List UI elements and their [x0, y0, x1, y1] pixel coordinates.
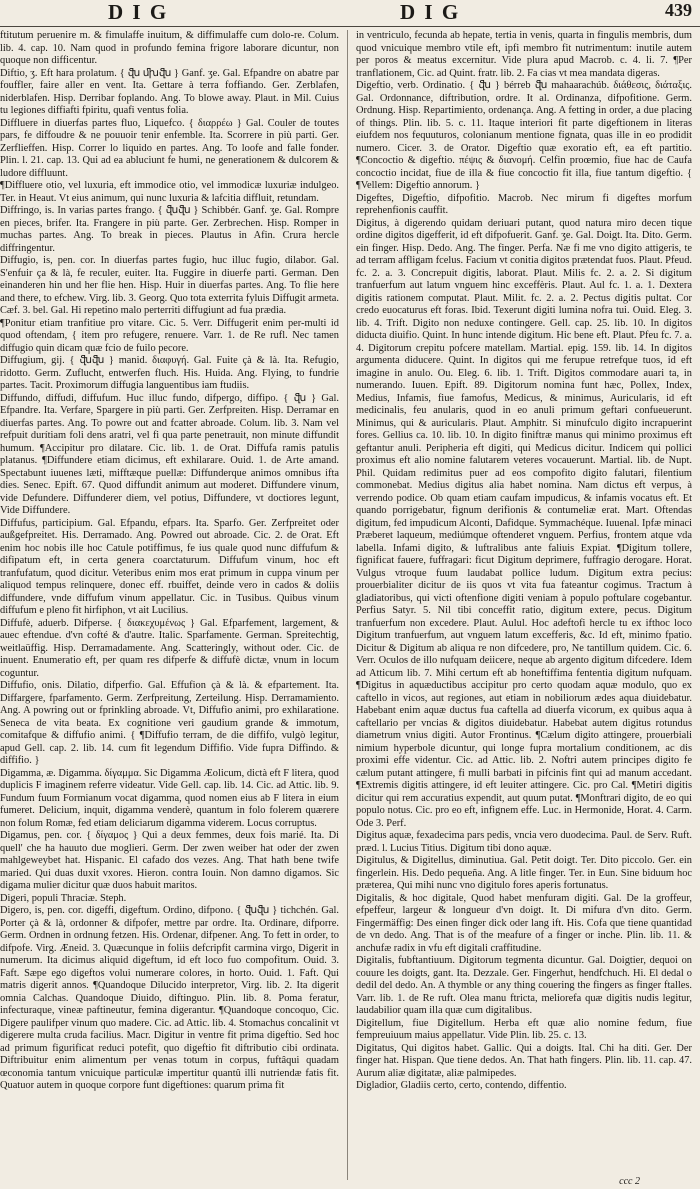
dictionary-entry: ¶Diffluere otio, vel luxuria, eft immodice otio, vel immodicæ luxuriæ indulgeo. Ter. in Heaut. Vt eius animum, qui nunc luxuria & lafcitia diffluit, retundam.: [0, 180, 339, 204]
dictionary-entry: Digeftes, Digeftio, difpofitio. Macrob. Nec mirum fi digeftes morfum reprehenfionis cauffit.: [356, 192, 692, 216]
dictionary-entry: Digitellum, fiue Digitellum. Herba eft quæ alio nomine fedum, fiue fempreuiuum maius appellatur. Vide Plin. lib. 25. c. 13.: [356, 1017, 692, 1041]
dictionary-entry: Diffringo, is. In varias partes frango. { ﬖﬖ } Schibbér. Ganf. ʒe. Gal. Rompre en pieces, brifer. Ita. Frangere in più parte. Ger. Zerbrechen. Hisp. Romper in muchas partes. Ang. To break in pieces. Plautus in Afin. Crura hercle diffringentur.: [0, 205, 339, 254]
left-column: [0, 30, 339, 1180]
header-left-word: D I G: [108, 0, 169, 24]
dictionary-entry: Digero, is, pen. cor. digeffi, digeftum. Ordino, difpono. { ﬖﬖ } tichchén. Gal. Porter çà & là, ordonner & difpofer, mettre par ordre. Ita. Ordinare, difporre. Germ. Ordnen in ordnung fetzen. His. Ordenar, difpener. Ang. To fett in order, to difpofe. Virg. Æneid. 3. Quæcunque in foliis defcripfit carmina virgo, Digerit in numerum. Ita dicimus aliquid digeftum, id eft loco fuo compofitum. Ouid. 3. Faft. Sæpe ego digeftos volui numerare colores, in horto. Ouid. 1. Faft. Qui matris digerit annos. ¶Quandoque Dilucido interpretor, Virg. lib. 2. Ita digerit omnia Calchas. Quandoque Diuido, diftinguo. Plin. lib. 8. Poma feratur, infecturaque, vineæ paftineutur, femina digerantur. ¶Quandoque concoquo, Cic. Digere paulifper vinum quo madere. Cic. ad Attic. lib. 4. Stomachus concalinit vt digerere multa cruda facilius. Macr. Digitur in ventre fit prima digeftio. Sed hoc ad primum figurificat reduci potefit, quo digeftio fit diftributio cibi ordinata. Diftribuitur enim alimentum per venas totum in corpus, fuftâqui quadam œconomia tantum vnicuique particulæ impertitur quantû illi nutriendæ fatis fit. Quatuor autem in quoque corpore funt digeftiones: quarum prima fit: [0, 905, 339, 1091]
column-divider: [347, 30, 348, 1180]
dictionary-entry: Digitus aquæ, fexadecima pars pedis, vncia vero duodecima. Paul. de Serv. Ruft. præd. l. Lucius Titius. Digitum tibi dono aquæ.: [356, 830, 692, 854]
dictionary-entry: Digitalis, & hoc digitale, Quod habet menfuram digiti. Gal. De la groffeur, efpeffeur, largeur & longueur d'vn doigt. It. Di mifura d'vn dito. Germ. Fingermäffig: Des einen finger dick oder lang ift. His. Cofa que tiene quantidad de vn dedo. Ang. That is of the meafure of a finger or inche. Plin. lib. 11. & anchufæ radix in vfu eft digitali craffitudine.: [356, 892, 692, 954]
dictionary-entry: in ventriculo, fecunda ab hepate, tertia in venis, quarta in fingulis membris, dum quod vnicuique membro vtile eft, ipfi membro fit nutrimentum: inutile autem per poros & meatus excernitur. Vide plura apud Macrob. c. 4. li. 7. ¶Per tranflationem, Cic. ad Quint. fratr. lib. 2. Fa cias vt mea mandata digeras.: [356, 30, 692, 79]
dictionary-entry: Diffufè, aduerb. Difperse. { διακεχυμένως } Gal. Efparfement, largement, & auec eftendue. d'vn cofté & d'autre. Italic. Sparfamente. German. Spreitechtig, weitlaüffig. Hisp. Derramadamente. Ang. Scatteringly, without oder. Cic. de inuent. Enumeratio eft, per quam res difperfe & diffufè dictæ, vnum in locum coguntur.: [0, 617, 339, 679]
dictionary-entry: Digitus, à digerendo quidam deriuari putant, quod natura miro decen tique ordine digitos digefferit, id eft difpofuerit. Ganf. ʒe. Gal. Doigt. Ita. Dito. Germ. ein finger. Hisp. Dedo. Ang. The finger. Perfa. Næ fi me vno digito attigeris, te ad terram affligam fcelus. Facium vt conitia digitos prætendat fuos. Plaut. Pfeud. fc. 2. a. 3. Concrepuit digitis, laborat. Plaut. Milis fc. 2. a. 2. Si digitum tranfuerfum aut latum vnguem hinc exceffèris. Plaut. Aul fc. 1. a. 1. Dextera digitis rationem computat. Plaut. Milit. fc. 2. a. 2. Pectus digitis pultat. Cor credo euocaturus eft foras. Ibid. Texerunt digiti lumina nofra tui. Ouid. Eleg. 3. lib. 4. Trift. Digito non neduxe contingere. Gell. cap. 25. lib. 10. In digitos diducta diuifio. Quint. In hunc intende digitum. Hic bene eft. Plaut. Pfeu fc. 7. a. 4. Digitorum crepitu pofcere matellam. Martial. epig. 159. lib. 14. In digitos argumenta diducere. Quint. In digitos qui me ferupue retrefque tuos, id eft imagine in anulo. Ou. Eleg. 6. lib. 1. Trift. Digitos commodare auari ta, in numerando. Iuuen. Epift. 89. Digitorum nomina funt hæc, Pollex, Index, Medius, Infamis, fiue famofus, Medicus, & minimus, Auricularis, id eft medicinalis, feu anularis, quod in eo anuli primum geftari confueuerunt. Minimus, qui & auricularis. Plaut. Amphitr. Si minufculo digito incrapuerint fores. Gellius ca. 10. lib. 10. In digito finiftræ manus qui minimo proximus eft geftantur anuli. Peripheria eft digiti, qui Medicus dicitur. Indicem qui pollici proximus eft alio nomine falutarem veteres vocauerunt. Martial. lib. de Nupt. Phil. Quidam redimitus puer ad eos compofito digito falutari, filentium commonebat. Medius digitus alia habet nomina. Nam dictus eft verpus, à verrendo podice. Ob quam etiam caufam impudicus, & infamis vocatus eft. Et quando porrigebatur, fignum derifionis & contumeliæ erat. Mart. Oftendas digitum, fed impudicum Alconti, Dafidque. Symmachéque. Iuuenal. Ipfæ minaci Præberet laqueum, mediúmque oftenderet vnguem. Perfius, frontem atque vda labella. Infami digito, & luftralibus ante faliuis Expiat. ¶Digitum tollere, fignificat fauere, fuffragari: ficut Digitum deprimere, fuffragio derogare. Horat. Vulgus vtroque fuum laudabat pollice ludum. Digitum extra pecius: prouerbialiter dicitur de iis quos vt vita fua fateantur cogimus. Tractum à gladiatoribus, qui victi oftenfione digiti veniam à populo poftulare cogebantur. Perfius Satyr. 5. Nil tibi conceffit ratio, digitum extere, pecus. Digitum tranfuerfum non excedere. Plaut. Aulul. Hoc adeftofi hercle tu ex ifthoc loco Digitum tranfuerfum, aut vnguem latum excefferis, &c. Id eft, minimo fpatio. Dicitur & Digitum ab aliqua re non difcedere, pro, Ne tantillum quidem. Cic. 6. Verr. Oculos de illo nufquam deiicere, neque ab argento digitum difcedere. Idem ad Atticum lib. 7. Mihi certum eft ab honeftiffima fententia digitum nufquam. ¶Digitus in aquæductibus accipitur pro certo quodam aquæ modulo, quo ex caftello in vicos, aut regiones, aut etiam in nobiliorum ædes aqua diuidebatur. Habebant enim aquæ ductus fua caftella ad diuerfa vicorum, ex quibus aqua à caftellario per vncias & digitos diuidebatur. Habebat autem digitus rotundus diametrum vnius digiti. Autor Frontinus. ¶Cælum digito attingere, prouerbiali nimium hyperbole dicuntur, qui longe fupra mortalium conditionem, ac dis proximi effe videntur. Cic. ad Attic. lib. 2. Noftri autem principes digito fe cælum putant attingere, fi mulli barbati in pifcinis fint qui ad manum accedant. ¶Extremis digitis attingere, id eft leuiter attingere. Cic. pro Cal. ¶Metiri digitis dicitur qui rem accuratius expendit, aut quum putat. ¶Monftrari digito, de eo qui populo notus. Cic. pro eo eft, infignem effe. Luc. in Hermonide, Horat. 4. Carm. Ode 3. Perf.: [356, 217, 692, 829]
dictionary-entry: Digitatus, Qui digitos habet. Gallic. Qui a doigts. Ital. Chi ha diti. Ger. Der finger hat. Hispan. Que tiene dedos. An. That hath fingers. Plin. lib. 11. cap. 47. Aurum aliæ digitatæ, aliæ palmipedes.: [356, 1042, 692, 1079]
running-header: [0, 0, 700, 24]
dictionary-entry: Diffluere in diuerfas partes fluo, Liquefco. { διαρρέω } Gal. Couler de toutes pars, fe diffoudre & ne pouuoir tenir enfemble. Ita. Scorrere in più parti. Ger. Zerflieffen. Hisp. Correr lo liquido en partes. Ang. To loofe and falle fonder. Plin. l. 21. cap. 13. Qui ad ea abluciunt fe humi, ne generationem & dulcorem & ludore diffluunt.: [0, 117, 339, 179]
dictionary-entry: Digeri, populi Thraciæ. Steph.: [0, 892, 127, 904]
dictionary-entry: Digamma, æ. Digamma. δίγαμμα. Sic Digamma Æolicum, dictà eft F litera, quod duplicis F imaginem referre videatur. Vide Gell. cap. lib. 14. Cic. ad Attic. lib. 9. Fundum fuum Formianum vocat digamma, quod nomen eius ab F litera in eium fumeret. Delicium, inquit, digamma venderè, quantum in folo folerem quærere non folum Romæ, fed etiam deliciarum digamma viderem. Locus corruptus.: [0, 767, 339, 829]
dictionary-entry: Diffugio, is, pen. cor. In diuerfas partes fugio, huc illuc fugio, dilabor. Gal. S'enfuir ça & là, fe reculer, euiter. Ita. Fuggire in diuerfe parti. German. Den einanderen hin und her flie hen. Hisp. Huir in diuerfas partes. Ang. To flie here and there, to efchew. Virg. lib. 3. Georg. Quo tota exterrita fyluis Diffugit armeta. Cæf. 3. bel. Gal. Hi repetino malo perterriti diffugiunt ad fua prædia.: [0, 255, 339, 316]
dictionary-entry: Diffufus, participium. Gal. Efpandu, efpars. Ita. Sparfo. Ger. Zerfpreitet oder außgefpreitet. His. Derramado. Ang. Powred out abroade. Cic. 2. de Orat. Eft enim hoc nobis ille hoc Catule potiffimus, fe ius quale quod nunc diffufum & difipatum eft, in certa genera coarctaturum. Diffufum vinum, hoc eft tranfufatum, quod dicitur. Veteribus enim mos erat primum in cuppa vinum per aliquod tempus relinquere, donec eff. rbuiffet, deinde vero in cados & doliis diffundere, vnde diffufum vinum appellatur. Cic. in Tusibus. Quibus vinum diffufum e pleno fit hirfiphon, vt ait Lucilius.: [0, 517, 339, 616]
dictionary-entry: Digeftio, verb. Ordinatio. { ﬖ } bérreb ﬖ mahaarachúb. διάθεσις, διάταξις. Gal. Ordonnance, diftribution, ordre. It al. Ordinanza, difpofitione. Germ. Ordnung. Hisp. Repartimiento, ordenança. Ang. A fetting in order, a due placing of things. Plin. lib. 5. c. 11. Itaque interiori fit parte digeftionem in literas eiufdem nos fequuturos, colonianum mentione fignata, quas ille in eo prodidit numero. Cicer. 3. de Orator. Digeftio quæ exoratio eft, ea eft partitio. ¶Concoctio & digeftio. πέψις & διανομή. Celfin proœmio, fiue hac de Caufa concoctio incidat, fiue de illa & fiue concoctio fit illa, fiue tantum digeftio. { ¶Vellem: Digeftio annorum. }: [356, 80, 692, 191]
dictionary-entry: Diftio, ʒ. Eft hara prolatum. { ﬖ ﬗﬖ } Ganf. ʒe. Gal. Efpandre on abatre par fouffler, faire aller en vent. Ita. Gettare à terra foffiando. Ger. Zerblafen, niderblafen. Hisp. Derribar foplando. Ang. To blowe away. Plaut. in Mil. Cuius tu legiones diffiafti fpiritu, quafi ventus folia.: [0, 67, 339, 116]
dictionary-entry: Diffugium, gij. { ﬖﬖ } manid. διαφυγή. Gal. Fuite çà & là. Ita. Refugio, ridotto. Germ. Zuflucht, entwerfen fluch. His. Huida. Ang. Flying, to fundrie partes. Tacit. Proximorum diffugia languentibus iam ftudiis.: [0, 355, 339, 391]
signature-mark: ccc 2: [619, 1176, 640, 1187]
dictionary-entry: Diffundo, diffudi, diffufum. Huc illuc fundo, difpergo, diffipo. { ﬖ } Gal. Efpandre. Ita. Verfare, Spargere in più parti. Ger. Zerfpreiten. Hisp. Derramar en diuerfas partes. Ang. To powre out and fcatter abroade. Colum. lib. 3. Nam vel refpuit durítiam foli dens aratri, vel fi qua parte penetrauit, non minute diffundit humum. ¶Accipitur pro dilatare. Cic. lib. 1. de Orat. Diffufa ramis patulis platanus. ¶Diffundere etiam dicimus, eft exhilarare. Ouid. 1. de Arte amand. Spectabunt iuuenes læti, mifftæque puellæ: Diffunderque animos omnibus ifta dies. Senec. Epift. 67. Quod diffundit animum aut moderet. Diffundere vinum, vide Defundere. Diffunderer diem, vel potius, Diffundere, vt doctiores legunt, Vide Diffundere.: [0, 392, 339, 516]
header-right-word: D I G: [400, 0, 461, 24]
dictionary-entry: ftitutum peruenire m. & fimulaffe inuitum, & diffimulaffe cum dolo-re. Colum. lib. 4. cap. 10. Nam quod in profundo femina frigore laborare dicuntur, non quoque non difficentur.: [0, 30, 339, 66]
dictionary-entry: Digitulus, & Digitellus, diminutiua. Gal. Petit doigt. Ter. Dito piccolo. Ger. ein fingerlein. His. Dedo pequeña. Ang. A litle finger. Ter. in Eun. Sine biduum hoc præterea, Qui mihi nunc vno digitulo fores aperis fortunatus.: [356, 855, 692, 891]
page-number: 439: [665, 0, 692, 20]
dictionary-entry: Diffufio, onis. Dilatio, difperfio. Gal. Effufion çà & là. & efpartement. Ita. Diffargere, fparfamento. Germ. Zerfpreitung, Zerteilung. Hisp. Derramamiento. Ang. A powring out or fprinkling abroade. Vt, Diffufio animi, pro exhilaratione. Seneca de vita beata. Ex cognitione veri gaudium grande & immotum, comitafque & diffufio animi. { ¶Diffufio terram, de die diffifo, vulgò legitur, apud Gell. cap. 2. lib. 14. cum fit legendum Diffifio. Vide fupra Diffindo. & diffifio. }: [0, 680, 339, 766]
dictionary-entry: ¶Ponitur etiam tranfitiue pro vitare. Cic. 5. Verr. Diffugerit enim per-multi id quod oftendam, { item pro refugere, renuere. Varr. 1. de Re rufl. Nec tamen diffugio quin dicam quæ fcio de fuilo pecore.: [0, 317, 339, 354]
header-rule: [0, 26, 700, 27]
dictionary-entry: Digladior, Gladiis certo, certo, contendo, diffentio.: [356, 1080, 567, 1091]
dictionary-entry: Digitalis, fubftantiuum. Digitorum tegmenta dicuntur. Gal. Doigtier, dequoi on couure les doigts, gant. Ita. Dezzale. Ger. Fingerhut, hendfchuch. Hi. El dedal o dedil del dedo. An. A thymble or any thing couering the fingers as finger ftalles. Varr. lib. 1. de Re ruft. Olea manu ftricta, meliorefa quæ digitis nudis legitur, laudabilior quam illa quæ cum digitalibus.: [356, 955, 692, 1016]
right-column: [356, 30, 692, 1180]
dictionary-entry: Digamus, pen. cor. { δίγαμος } Qui a deux femmes, deux fois marié. Ita. Di quell' che ha hauuto due moglieri. Germ. Der zwen weiber hat oder der zwen mahlgeweybet hat. Hispanic. El cafado dos vezes. Ang. That hath bene twife maried. Qui duas duxit vxores. Hieron. contra Iouin. Non damno digamos. Sic digama mulier dicitur quæ duos habuit maritos.: [0, 830, 339, 891]
